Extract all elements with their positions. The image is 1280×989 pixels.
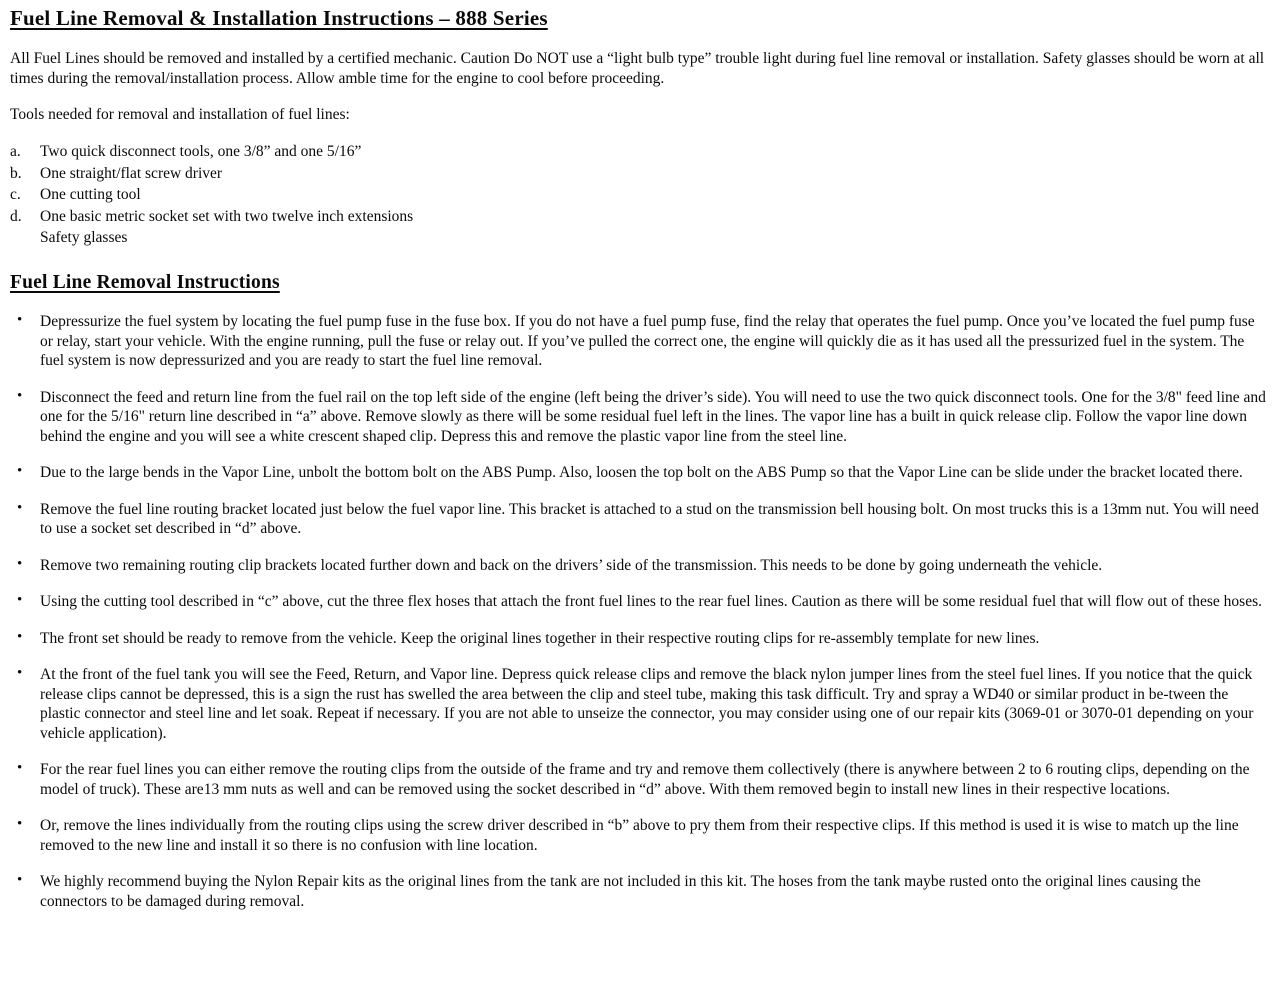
step-item	[10, 629, 1266, 649]
step-item	[10, 556, 1266, 576]
step-item	[10, 592, 1266, 612]
bullet-icon: •	[17, 555, 23, 572]
bullet-icon: •	[17, 463, 23, 480]
step-text: Or, remove the lines individually from the routing clips using the screw driver described in “b” above to pry them from their respective clips. If this method is used it is wise to match up the line removed to the new line and install it so there is no confusion with line location.	[40, 817, 1239, 854]
list-item-text: One straight/flat screw driver	[40, 164, 223, 182]
tools-intro-paragraph: Tools needed for removal and installation of fuel lines:	[10, 106, 350, 124]
list-item	[10, 206, 1266, 228]
step-text: Remove two remaining routing clip brackets located further down and back on the drivers’ side of the transmission. This needs to be done by going underneath the vehicle.	[40, 556, 1103, 574]
step-text: Using the cutting tool described in “c” above, cut the three flex hoses that attach the front fuel lines to the rear fuel lines. Caution as there will be some residual fuel that will flow out of these hoses.	[40, 593, 1262, 611]
step-item	[10, 463, 1266, 483]
step-item	[10, 760, 1266, 799]
list-marker: d.	[10, 207, 22, 225]
tools-list	[10, 141, 1266, 249]
step-text: Remove the fuel line routing bracket located just below the fuel vapor line. This bracket is attached to a stud on the transmission bell housing bolt. On most trucks this is a 13mm nut. You will need to use a socket set described in “d” above.	[40, 500, 1259, 538]
list-item-text: Two quick disconnect tools, one 3/8” and one 5/16”	[40, 143, 362, 160]
step-text: The front set should be ready to remove from the vehicle. Keep the original lines together in their respective routing clips for re-assembly template for new lines.	[40, 629, 1040, 647]
step-item	[10, 872, 1266, 911]
list-marker: c.	[10, 186, 21, 203]
bullet-icon: •	[17, 816, 23, 833]
list-item	[10, 163, 1266, 185]
step-text: For the rear fuel lines you can either remove the routing clips from the outside of the frame and try and remove them collectively (there is anywhere between 2 to 6 routing clips, depending on the model of truck). These are13 mm nuts as well and can be removed using the socket described in “d” above. With them removed begin to install new lines in their respective locations.	[40, 761, 1250, 798]
list-item-text: One basic metric socket set with two twelve inch extensions	[40, 207, 414, 225]
section-heading: Fuel Line Removal Instructions	[10, 271, 280, 293]
safety-glasses-line: Safety glasses	[40, 229, 128, 246]
list-item	[10, 141, 1266, 163]
step-text: Depressurize the fuel system by locating the fuel pump fuse in the fuse box. If you do not have a fuel pump fuse, find the relay that operates the fuel pump. Once you’ve located the fuel pump fuse or relay, start your vehicle. With the engine running, pull the fuse or relay out. If you’ve pulled the correct one, the engine will quickly die as it has used all the pressurized fuel in the system. The fuel system is now depressurized and you are ready to start the fuel line removal.	[40, 313, 1255, 370]
step-item	[10, 816, 1266, 855]
step-item	[10, 665, 1266, 743]
step-text: We highly recommend buying the Nylon Repair kits as the original lines from the tank are not included in this kit. The hoses from the tank maybe rusted onto the original lines causing the connectors to be damaged during removal.	[40, 873, 1201, 910]
step-text: Disconnect the feed and return line from the fuel rail on the top left side of the engine (left being the driver’s side). You will need to use the two quick disconnect tools. One for the 3/8" feed line and one for the 5/16" return line described in “a” above. Remove slowly as there will be some residual fuel left in the lines. The vapor line has a built in quick release clip. Follow the vapor line down behind the engine and you will see a white crescent shaped clip. Depress this and remove the plastic vapor line from the steel line.	[40, 388, 1266, 445]
list-marker: b.	[10, 164, 22, 182]
bullet-icon: •	[17, 628, 23, 645]
bullet-icon: •	[17, 387, 23, 404]
bullet-icon: •	[17, 499, 23, 516]
bullet-icon: •	[17, 872, 23, 889]
intro-paragraph: All Fuel Lines should be removed and installed by a certified mechanic. Caution Do NOT use a “light bulb type” trouble light during fuel line removal or installation. Safety glasses should be worn at all times during the removal/installation process. Allow amble time for the engine to cool before proceeding.	[10, 50, 1265, 87]
bullet-icon: •	[17, 760, 23, 777]
step-text: At the front of the fuel tank you will see the Feed, Return, and Vapor line. Depress quick release clips and remove the black nylon jumper lines from the steel fuel lines. If you notice that the quick release clips cannot be depressed, this is a sign the rust has swelled the area between the clip and steel tube, making this task difficult. Try and spray a WD40 or similar product in be-tween the plastic connector and steel line and let soak. Repeat if necessary. If you are not able to unseize the connector, you may consider using one of our repair kits (3069-01 or 3070-01 depending on your vehicle application).	[40, 666, 1254, 742]
list-item-text: One cutting tool	[40, 186, 141, 203]
step-item	[10, 500, 1266, 539]
steps-list	[10, 312, 1266, 911]
step-item	[10, 388, 1266, 447]
step-item	[10, 312, 1266, 371]
list-item	[10, 184, 1266, 206]
bullet-icon: •	[17, 665, 23, 682]
bullet-icon: •	[17, 312, 23, 329]
document-title: Fuel Line Removal & Installation Instructions – 888 Series	[10, 6, 548, 30]
step-text: Due to the large bends in the Vapor Line, unbolt the bottom bolt on the ABS Pump. Also, loosen the top bolt on the ABS Pump so that the Vapor Line can be slide under the bracket located there.	[40, 464, 1243, 482]
bullet-icon: •	[17, 592, 23, 609]
list-marker: a.	[10, 143, 21, 160]
